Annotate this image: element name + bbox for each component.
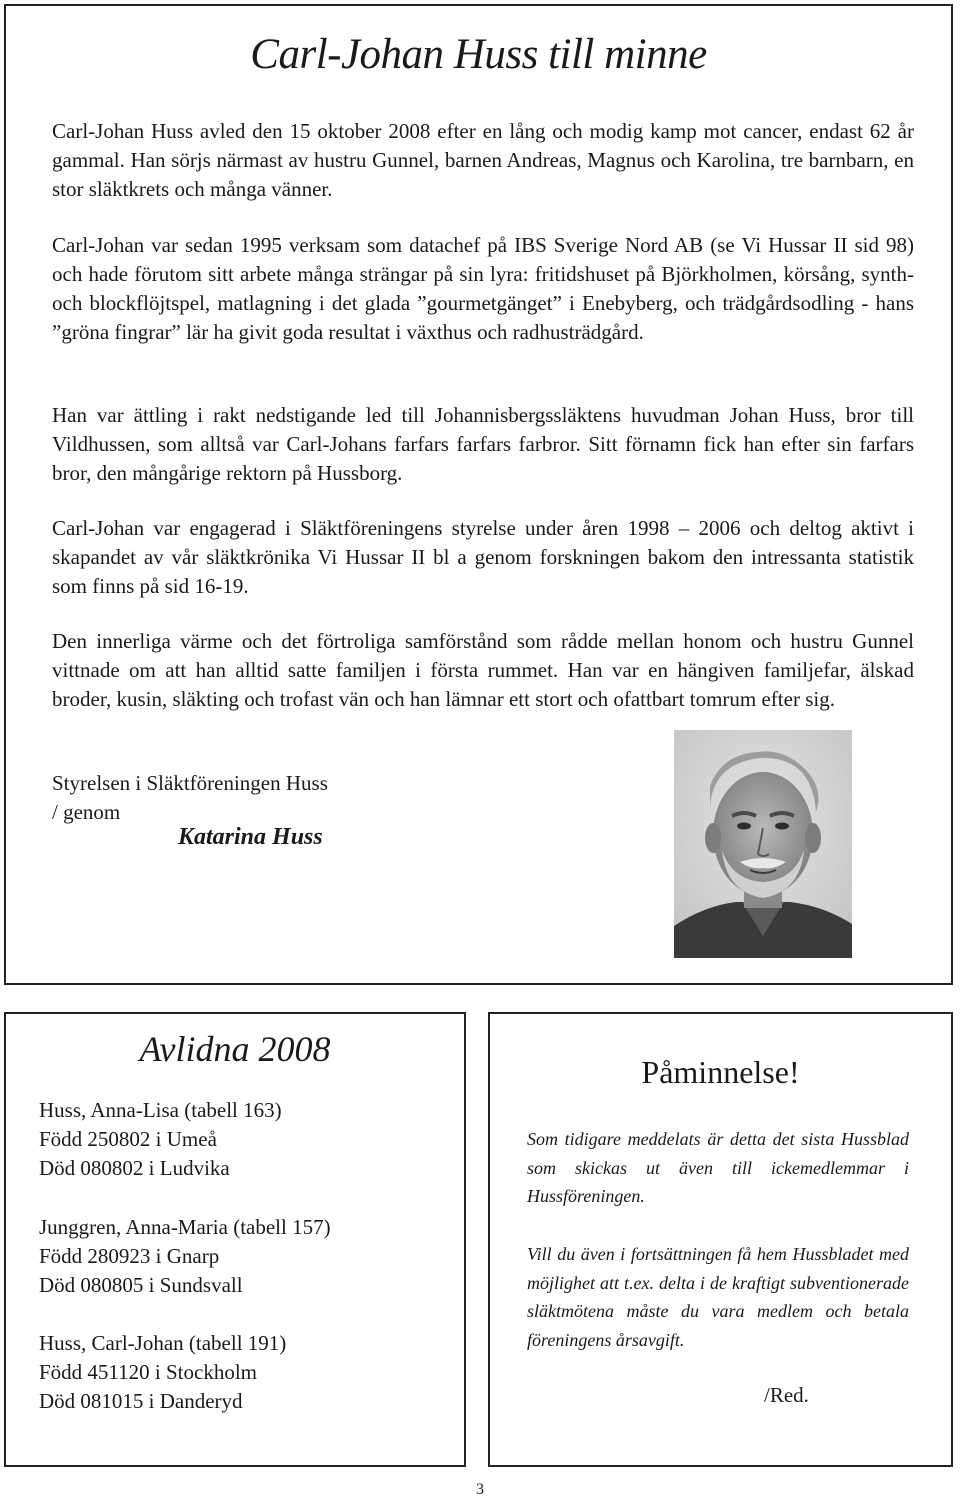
death-entry-name: Huss, Anna-Lisa (tabell 163)	[39, 1098, 282, 1122]
death-entry-died: Död 081015 i Danderyd	[39, 1389, 243, 1413]
memorial-paragraph-4: Carl-Johan var engagerad i Släktföreningens styrelse under åren 1998 – 2006 och deltog aktivt i skapandet av vår släktkrönika Vi Hussar II bl a genom forskningen bakom den intressanta statistik som finns på sid 16-19.	[52, 516, 914, 598]
memorial-paragraph-2: Carl-Johan var sedan 1995 verksam som datachef på IBS Sverige Nord AB (se Vi Hussar II sid 98) och hade förutom sitt arbete många strängar på sin lyra: fritidshuset på Björkholmen, körsång, synth- och blockflöjtspel, matlagning i det glada ”gourmetgänget” i Enebyberg, och trädgårdsodling - hans ”gröna fingrar” lär ha givit goda resultat i växthus och radhusträdgård.	[52, 233, 914, 344]
death-entry	[39, 1213, 331, 1300]
deaths-heading: Avlidna 2008	[139, 1029, 331, 1069]
portrait-photo	[674, 730, 852, 958]
memorial-paragraph-3: Han var ättling i rakt nedstigande led till Johannisbergssläktens huvudman Johan Huss, bror till Vildhussen, som alltså var Carl-Johans farfars farfars farbror. Sitt förnamn fick han efter sin farfars bror, den mångårige rektorn på Hussborg.	[52, 403, 914, 485]
memorial-box	[4, 4, 953, 985]
signature-via: / genom	[52, 800, 121, 824]
reminder-paragraph-1: Som tidigare meddelats är detta det sista Hussblad som skickas ut även till ickemedlemmar i Hussföreningen.	[527, 1129, 909, 1206]
reminder-box	[488, 1012, 953, 1467]
reminder-paragraph-2: Vill du även i fortsättningen få hem Hussbladet med möjlighet att t.ex. delta i de kraftigt subventionerade släktmötena måste du vara medlem och betala föreningens årsavgift.	[527, 1244, 909, 1350]
page-number: 3	[476, 1481, 484, 1498]
death-entry-name: Junggren, Anna-Maria (tabell 157)	[39, 1215, 331, 1239]
signature-name: Katarina Huss	[178, 824, 323, 850]
death-entry-name: Huss, Carl-Johan (tabell 191)	[39, 1331, 287, 1355]
death-entry-born: Född 280923 i Gnarp	[39, 1244, 220, 1268]
signature-organization: Styrelsen i Släktföreningen Huss	[52, 771, 328, 795]
deaths-box	[4, 1012, 466, 1467]
death-entry-born: Född 451120 i Stockholm	[39, 1360, 257, 1384]
death-entry-died: Död 080802 i Ludvika	[39, 1156, 230, 1180]
memorial-title: Carl-Johan Huss till minne	[250, 31, 707, 78]
death-entry	[39, 1096, 282, 1183]
memorial-paragraph-5: Den innerliga värme och det förtroliga samförstånd som rådde mellan honom och hustru Gunnel vittnade om att han alltid satte familjen i första rummet. Han var en hängiven familjefar, älskad broder, kusin, släkting och trofast vän och han lämnar ett stort och ofattbart tomrum efter sig.	[52, 629, 914, 711]
reminder-heading: Påminnelse!	[641, 1054, 800, 1090]
reminder-signature: /Red.	[764, 1383, 809, 1407]
death-entry-died: Död 080805 i Sundsvall	[39, 1273, 243, 1297]
portrait-illustration	[674, 730, 852, 958]
death-entry	[39, 1329, 286, 1416]
death-entry-born: Född 250802 i Umeå	[39, 1127, 217, 1151]
memorial-paragraph-1: Carl-Johan Huss avled den 15 oktober 2008 efter en lång och modig kamp mot cancer, endast 62 år gammal. Han sörjs närmast av hustru Gunnel, barnen Andreas, Magnus och Karolina, tre barnbarn, en stor släktkrets och många vänner.	[52, 119, 914, 201]
